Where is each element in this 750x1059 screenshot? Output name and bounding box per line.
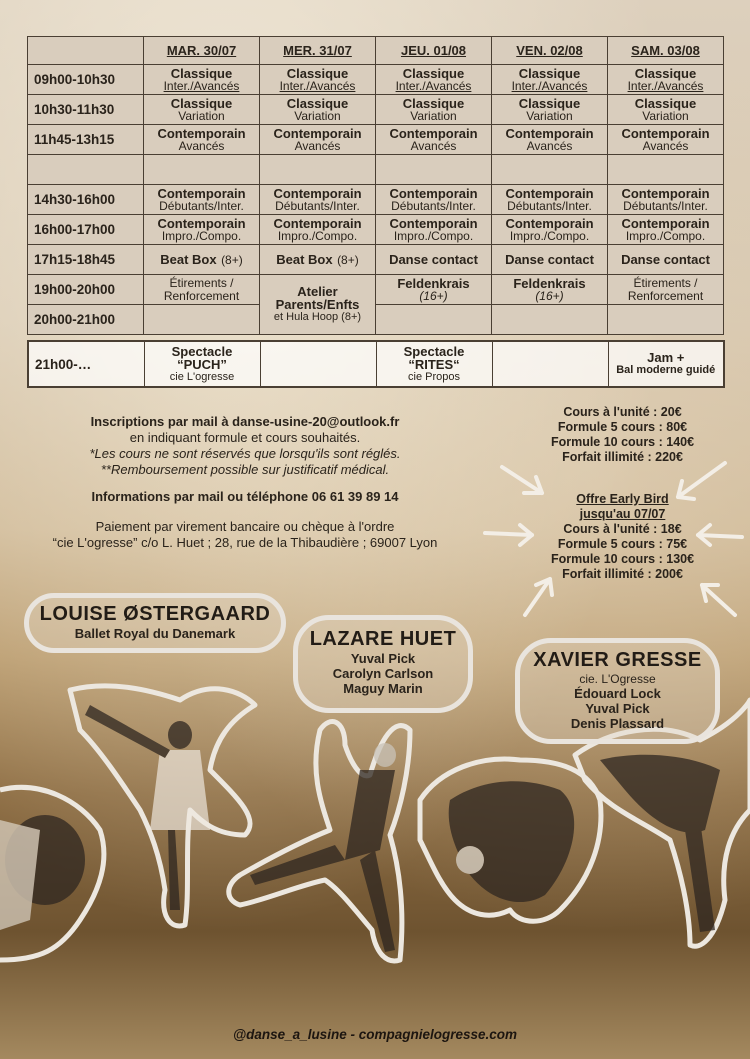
class-cell: Classique Variation bbox=[376, 95, 492, 125]
time-cell: 20h00-21h00 bbox=[28, 305, 144, 335]
note-refund: **Remboursement possible sur justificatif médical. bbox=[100, 462, 390, 477]
teacher-xavier-bubble bbox=[515, 638, 720, 744]
price-line: Forfait illimité : 200€ bbox=[562, 567, 683, 581]
time-cell: 11h45-13h15 bbox=[28, 125, 144, 155]
class-cell: Classique Variation bbox=[492, 95, 608, 125]
class-cell: Danse contact bbox=[376, 245, 492, 275]
empty-cell bbox=[492, 305, 608, 335]
empty-cell bbox=[492, 341, 608, 387]
table-row bbox=[28, 65, 724, 95]
class-cell: Contemporain Débutants/Inter. bbox=[492, 185, 608, 215]
price-line: Cours à l'unité : 20€ bbox=[563, 405, 682, 419]
teacher-company: cie. L'Ogresse bbox=[579, 672, 656, 686]
registration-instructions: en indiquant formule et cours souhaités. bbox=[129, 430, 361, 445]
payment-info bbox=[30, 519, 460, 551]
class-cell: Feldenkrais (16+) bbox=[492, 275, 608, 305]
registration-email: Inscriptions par mail à danse-usine-20@outlook.fr bbox=[90, 414, 400, 429]
teacher-background: Denis Plassard bbox=[570, 716, 665, 731]
class-cell: Étirements / Renforcement bbox=[608, 275, 724, 305]
class-cell: Classique Inter./Avancés bbox=[260, 65, 376, 95]
class-cell: Contemporain Débutants/Inter. bbox=[144, 185, 260, 215]
time-cell: 14h30-16h00 bbox=[28, 185, 144, 215]
contact-info: Informations par mail ou téléphone 06 61 39 89 14 bbox=[91, 489, 399, 504]
show-cell: Spectacle “RITES“ cie Propos bbox=[376, 341, 492, 387]
teacher-lazare-bubble bbox=[293, 615, 473, 713]
teacher-background: Ballet Royal du Danemark bbox=[74, 626, 236, 641]
empty-cell bbox=[608, 305, 724, 335]
teacher-louise-bubble bbox=[24, 593, 286, 653]
class-cell: Classique Inter./Avancés bbox=[492, 65, 608, 95]
evening-row bbox=[28, 341, 724, 387]
empty-cell bbox=[144, 155, 260, 185]
class-cell: Étirements / Renforcement bbox=[144, 275, 260, 305]
class-cell: Classique Variation bbox=[608, 95, 724, 125]
table-row bbox=[28, 305, 724, 335]
atelier-cell: Atelier Parents/Enfts et Hula Hoop (8+) bbox=[260, 275, 376, 335]
class-cell: Contemporain Impro./Compo. bbox=[376, 215, 492, 245]
class-cell: Contemporain Impro./Compo. bbox=[260, 215, 376, 245]
jam-cell: Jam + Bal moderne guidé bbox=[608, 341, 724, 387]
day-header: JEU. 01/08 bbox=[376, 37, 492, 65]
time-cell: 19h00-20h00 bbox=[28, 275, 144, 305]
empty-cell bbox=[260, 155, 376, 185]
empty-cell bbox=[492, 155, 608, 185]
arrow-icon bbox=[698, 535, 742, 537]
class-cell: Danse contact bbox=[492, 245, 608, 275]
price-line: Formule 5 cours : 80€ bbox=[557, 420, 688, 434]
class-cell: Classique Inter./Avancés bbox=[144, 65, 260, 95]
class-cell: Contemporain Débutants/Inter. bbox=[376, 185, 492, 215]
footer-links[interactable]: @danse_a_lusine - compagnielogresse.com bbox=[232, 1027, 517, 1042]
empty-cell bbox=[376, 305, 492, 335]
class-cell: Contemporain Avancés bbox=[492, 125, 608, 155]
day-header: MAR. 30/07 bbox=[144, 37, 260, 65]
price-line: Formule 10 cours : 140€ bbox=[550, 435, 695, 449]
time-cell: 16h00-17h00 bbox=[28, 215, 144, 245]
table-row bbox=[28, 275, 724, 305]
time-cell: 09h00-10h30 bbox=[28, 65, 144, 95]
schedule-table bbox=[27, 36, 724, 335]
teacher-background: Édouard Lock bbox=[574, 686, 661, 701]
table-row bbox=[28, 245, 724, 275]
early-bird-date: jusqu'au 07/07 bbox=[579, 507, 666, 521]
class-cell: Contemporain Débutants/Inter. bbox=[260, 185, 376, 215]
class-cell: Contemporain Impro./Compo. bbox=[144, 215, 260, 245]
corner-cell bbox=[28, 37, 144, 65]
price-line: Formule 10 cours : 130€ bbox=[550, 552, 695, 566]
arrows-decoration bbox=[480, 455, 750, 625]
price-line: Cours à l'unité : 18€ bbox=[563, 522, 682, 536]
day-header: MER. 31/07 bbox=[260, 37, 376, 65]
class-cell: Contemporain Débutants/Inter. bbox=[608, 185, 724, 215]
price-line: Formule 5 cours : 75€ bbox=[557, 537, 688, 551]
time-cell: 21h00-… bbox=[28, 341, 144, 387]
teacher-name: XAVIER GRESSE bbox=[533, 649, 702, 671]
empty-cell bbox=[28, 155, 144, 185]
table-row bbox=[28, 215, 724, 245]
payment-line-2: “cie L'ogresse” c/o L. Huet ; 28, rue de la Thibaudière ; 69007 Lyon bbox=[52, 535, 438, 550]
time-cell: 10h30-11h30 bbox=[28, 95, 144, 125]
teacher-background: Carolyn Carlson bbox=[332, 666, 434, 681]
class-cell: Contemporain Avancés bbox=[608, 125, 724, 155]
class-cell: Danse contact bbox=[608, 245, 724, 275]
class-cell: Classique Inter./Avancés bbox=[376, 65, 492, 95]
time-cell: 17h15-18h45 bbox=[28, 245, 144, 275]
teacher-background: Yuval Pick bbox=[350, 651, 416, 666]
note-reservation: *Les cours ne sont réservés que lorsqu'ils sont réglés. bbox=[89, 446, 401, 461]
show-cell: Spectacle “PUCH” cie L'ogresse bbox=[144, 341, 260, 387]
day-header: SAM. 03/08 bbox=[608, 37, 724, 65]
early-bird-title: Offre Early Bird bbox=[576, 492, 669, 506]
teacher-name: LOUISE ØSTERGAARD bbox=[39, 603, 271, 625]
class-cell: Feldenkrais (16+) bbox=[376, 275, 492, 305]
evening-table bbox=[27, 340, 725, 388]
registration-info bbox=[30, 414, 460, 478]
break-row bbox=[28, 155, 724, 185]
class-cell: Contemporain Avancés bbox=[144, 125, 260, 155]
table-row bbox=[28, 95, 724, 125]
class-cell: Classique Variation bbox=[260, 95, 376, 125]
price-line: Forfait illimité : 220€ bbox=[562, 450, 683, 464]
class-cell: Contemporain Avancés bbox=[376, 125, 492, 155]
class-cell: Classique Variation bbox=[144, 95, 260, 125]
teacher-name: LAZARE HUET bbox=[309, 628, 457, 650]
teacher-background: Yuval Pick bbox=[585, 701, 650, 716]
arrow-icon bbox=[678, 463, 725, 497]
class-cell: Beat Box (8+) bbox=[144, 245, 260, 275]
payment-line-1: Paiement par virement bancaire ou chèque à l'ordre bbox=[95, 519, 395, 534]
class-cell: Classique Inter./Avancés bbox=[608, 65, 724, 95]
header-row bbox=[28, 37, 724, 65]
class-cell: Contemporain Avancés bbox=[260, 125, 376, 155]
class-cell: Contemporain Impro./Compo. bbox=[608, 215, 724, 245]
arrow-icon bbox=[485, 533, 532, 535]
day-header: VEN. 02/08 bbox=[492, 37, 608, 65]
table-row bbox=[28, 185, 724, 215]
empty-cell bbox=[376, 155, 492, 185]
table-row bbox=[28, 125, 724, 155]
class-cell: Contemporain Impro./Compo. bbox=[492, 215, 608, 245]
teacher-background: Maguy Marin bbox=[343, 681, 423, 696]
class-cell: Beat Box (8+) bbox=[260, 245, 376, 275]
empty-cell bbox=[144, 305, 260, 335]
empty-cell bbox=[608, 155, 724, 185]
empty-cell bbox=[260, 341, 376, 387]
